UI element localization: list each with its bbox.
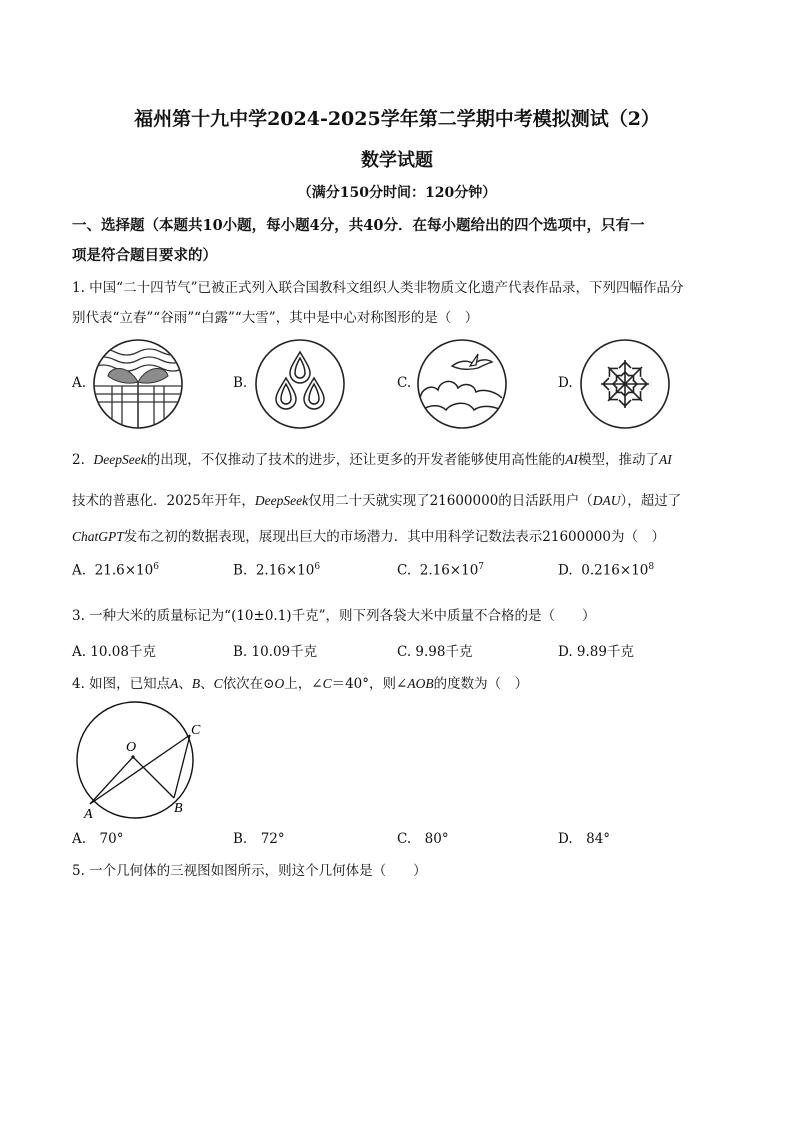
- q2-text: 的出现，不仅推动了技术的进步，还让更多的开发者能够使用高性能的: [146, 452, 566, 468]
- option-exponent: 7: [478, 562, 485, 572]
- q4-point-o: O: [274, 676, 285, 691]
- option-mantissa: 2.16×10: [419, 562, 479, 579]
- subject-title: 数学试题: [361, 150, 433, 171]
- q3-option-a[interactable]: A. 10.08千克: [72, 644, 156, 660]
- q1-stem-line1: 1. 中国“二十四节气”已被正式列入联合国教科文组织人类非物质文化遗产代表作品录，下列四幅作品分: [72, 280, 684, 296]
- section-heading-line1: 一、选择题（本题共10小题，每小题4分，共40分．在每小题给出的四个选项中，只有一: [72, 217, 645, 234]
- q1-option-b-label[interactable]: B.: [233, 375, 248, 391]
- option-label: B.: [233, 562, 248, 579]
- q4-point-a: A: [170, 676, 179, 691]
- q2-number: 2.: [72, 452, 85, 468]
- spring-sprout-icon: [92, 338, 184, 430]
- option-mantissa: 21.6×10: [94, 562, 154, 579]
- q4-stem: [72, 672, 528, 692]
- q4-text: 、: [200, 676, 214, 692]
- q4-text: 依次在⊙: [222, 676, 275, 692]
- q2-text: 技术的普惠化．2025年开年，: [72, 493, 255, 509]
- cloud-bird-icon: [416, 338, 508, 430]
- q4-point-c: C: [213, 676, 223, 691]
- q1-option-a-label[interactable]: A.: [72, 375, 87, 391]
- option-exponent: 6: [153, 562, 159, 572]
- q2-option-c[interactable]: [397, 562, 484, 579]
- option-exponent: 6: [314, 562, 321, 572]
- q4-point-b: B: [191, 676, 201, 691]
- q3-option-b[interactable]: B. 10.09千克: [233, 644, 318, 660]
- q2-chatgpt-term: ChatGPT: [72, 529, 124, 544]
- q1-option-c-label[interactable]: C.: [397, 375, 412, 391]
- q2-text: 发布之初的数据表现，展现出巨大的市场潜力．其中用科学记数法表示21600000为（ ）: [123, 529, 665, 545]
- score-time-note: （满分150分时间：120分钟）: [297, 185, 497, 201]
- q5-stem: 5. 一个几何体的三视图如图所示，则这个几何体是（ ）: [72, 863, 427, 879]
- q2-stem-line1: [72, 448, 672, 468]
- q3-option-d[interactable]: D. 9.89千克: [558, 644, 634, 660]
- q4-angle-c: C: [322, 676, 332, 691]
- option-label: A.: [72, 562, 87, 579]
- option-mantissa: 0.216×10: [581, 562, 649, 579]
- q2-deepseek-term: DeepSeek: [93, 452, 147, 467]
- q4-text: 、: [178, 676, 192, 692]
- q4-text: 4. 如图，已知点: [72, 676, 171, 692]
- q3-stem: 3. 一种大米的质量标记为“(10±0.1)千克”，则下列各袋大米中质量不合格的是（ ）: [72, 608, 596, 624]
- q4-option-d[interactable]: D. 84°: [558, 831, 611, 847]
- q2-option-d[interactable]: [558, 562, 654, 579]
- snowflake-icon: [579, 338, 671, 430]
- q1-option-d-label[interactable]: D.: [558, 375, 573, 391]
- q2-stem-line2: [72, 489, 681, 509]
- q2-dau-term: DAU: [592, 493, 621, 508]
- q2-stem-line3: [72, 525, 665, 545]
- q4-text: ＝40°，则∠: [331, 676, 408, 692]
- option-label: D.: [558, 562, 573, 579]
- section-heading-line2: 项是符合题目要求的）: [72, 247, 217, 264]
- q2-ai-term: AI: [565, 452, 578, 467]
- q2-text: 仅用二十天就实现了21600000的日活跃用户（: [308, 493, 593, 509]
- q4-option-a[interactable]: A. 70°: [72, 831, 124, 847]
- q2-text: ），超过了: [620, 493, 682, 509]
- q2-option-b[interactable]: [233, 562, 320, 579]
- q4-text: 上，∠: [284, 676, 323, 692]
- q4-text: 的度数为（ ）: [433, 676, 529, 692]
- rain-drops-icon: [254, 338, 346, 430]
- q3-option-c[interactable]: C. 9.98千克: [397, 644, 473, 660]
- q4-option-c[interactable]: C. 80°: [397, 831, 449, 847]
- q4-option-b[interactable]: B. 72°: [233, 831, 285, 847]
- q2-deepseek-term: DeepSeek: [254, 493, 309, 508]
- q2-option-a[interactable]: [72, 562, 159, 579]
- label-a: A: [84, 807, 93, 822]
- option-mantissa: 2.16×10: [255, 562, 315, 579]
- q2-ai-term: AI: [658, 452, 672, 467]
- q4-angle-aob: AOB: [407, 676, 434, 691]
- label-c: C: [191, 723, 201, 738]
- option-exponent: 8: [648, 562, 655, 572]
- label-o: O: [126, 740, 137, 755]
- label-b: B: [174, 801, 183, 816]
- q2-text: 模型，推动了: [577, 452, 659, 468]
- option-label: C.: [397, 562, 412, 579]
- circle-geometry-figure: [70, 700, 210, 824]
- q1-stem-line2: 别代表“立春”“谷雨”“白露”“大雪”，其中是中心对称图形的是（ ）: [72, 310, 479, 326]
- page-title: 福州第十九中学2024-2025学年第二学期中考模拟测试（2）: [134, 108, 660, 130]
